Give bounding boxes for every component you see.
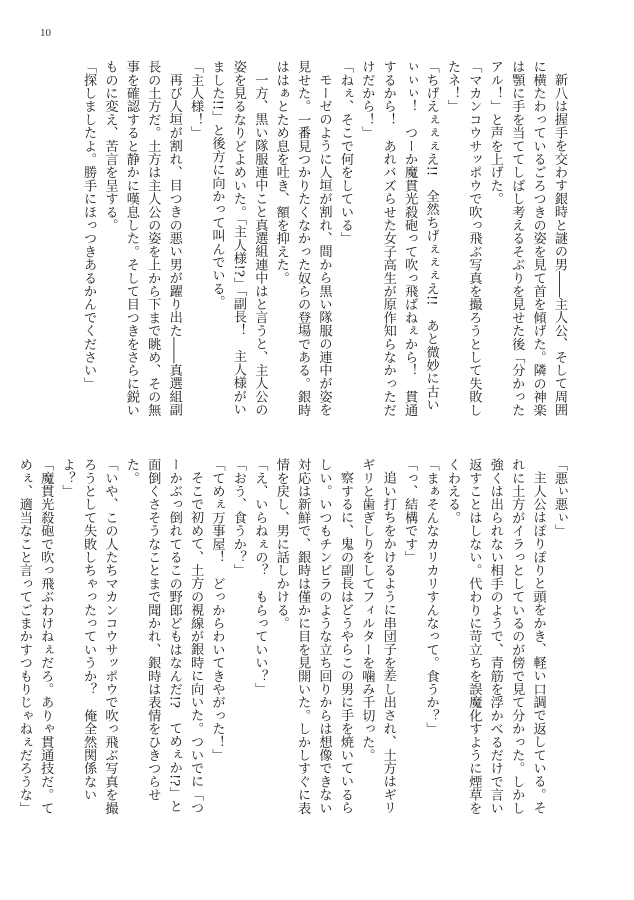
text-block-bottom <box>16 458 570 820</box>
paragraph: 新八は握手を交わす銀時と謎の男――主人公、そして周囲に横たわっているごろつきの姿を見て首を傾げた。隣の神楽は顎に手を当ててしばし考えるそぶりを見せた後「分かったアル！」と声を上げた。 <box>487 60 567 417</box>
paragraph: 「探しましたよ。勝手にほっつきあるかんでください」 <box>81 60 97 390</box>
paragraph: 主人公はぽりぽりと頭をかき、軽い口調で返している。それに土方がイラっとしているのが傍で見て分かった。しかし強くは出られない相手のようで、青筋を浮かべるだけで言い返すことはしない。代わりに苛立ちを誤魔化すように煙草をくわえる。 <box>444 458 546 815</box>
text-block-top <box>62 60 570 422</box>
page-number: 10 <box>40 27 51 39</box>
paragraph: 一方、黒い隊服連中こと真選組連中はと言うと、主人公の姿を見るなりどよめいた。「主人様!?」「副長！ 主人様がいました!!」と後方に向かって叫んでいる。 <box>209 60 268 417</box>
paragraph: 「え、いらねぇの？ もらっていい？」 <box>252 458 268 696</box>
paragraph: 再び人垣が割れ、目つきの悪い男が躍り出た――真選組副長の土方だ。土方は主人公の姿を上から下まで眺め、その無事を確認すると静かに嘆息した。そして目つきをさらに鋭いものに変え、苦言を呈する。 <box>102 60 182 417</box>
paragraph: 「マカンコウサッポウで吹っ飛ぶ写真を撮ろうとして失敗したネ！」 <box>444 60 482 417</box>
paragraph: 「てめぇ万事屋！ どっからわいてきやがった！」 <box>209 458 225 762</box>
paragraph: 「ねぇ、そこで何をしている」 <box>337 60 353 245</box>
paragraph: 追い打ちをかけるように串団子を差し出され、土方はギリギリと歯ぎしりをしてフィルターを噛み千切った。 <box>359 458 396 815</box>
paragraph: 「ちげえぇぇぇえ!! 全然ちげぇぇぇえ!! あと微妙に古いぃぃぃ！ つーか魔貫光殺砲って吹っ飛ばねぇから！ 貫通するから！ あれバズらせた女子高生が原作知らなかっただけだから！」 <box>359 60 439 417</box>
paragraph: 察するに、鬼の副長はどうやらこの男に手を焼いているらしい。いつもチンピラのような立ち回りからは想像できない対応は新鮮で、銀時は僅かに目を見開いた。しかしすぐに表情を戻し、男に話しかける。 <box>273 458 353 815</box>
paragraph: 「まぁそんなカリカリすんなって。食うか？」 <box>423 458 439 736</box>
paragraph: 「おう、食うか？」 <box>230 458 246 577</box>
paragraph: 「悪ぃ悪ぃ」 <box>552 458 567 538</box>
paragraph: 「主人様！」 <box>188 60 204 140</box>
paragraph: 「っ、結構です」 <box>402 458 418 564</box>
paragraph: 「魔貫光殺砲で吹っ飛ぶわけねぇだろ。ありゃ貫通技だ。てめぇ、適当なこと言ってごまかすつもりじゃねぇだろうな」 <box>16 458 54 815</box>
paragraph: そこで初めて、土方の視線が銀時に向いた。ついでに「つーかぶっ倒れてるこの野郎どもはなんだ!? てめぇか!?」と面倒くさそうなことまで聞かれ、銀時は表情をひきつらせた。 <box>123 458 204 815</box>
paragraph: 「いや、この人たちマカンコウサッポウで吹っ飛ぶ写真を撮ろうとして失敗しちゃったっていうか？ 俺全然関係ないよ？」 <box>59 458 118 815</box>
paragraph: モーゼのように人垣が割れ、間から黒い隊服の連中が姿を見せた。一番見つかりたくなかった奴らの登場である。銀時ははぁとため息を吐き、額を抑えた。 <box>273 60 332 417</box>
